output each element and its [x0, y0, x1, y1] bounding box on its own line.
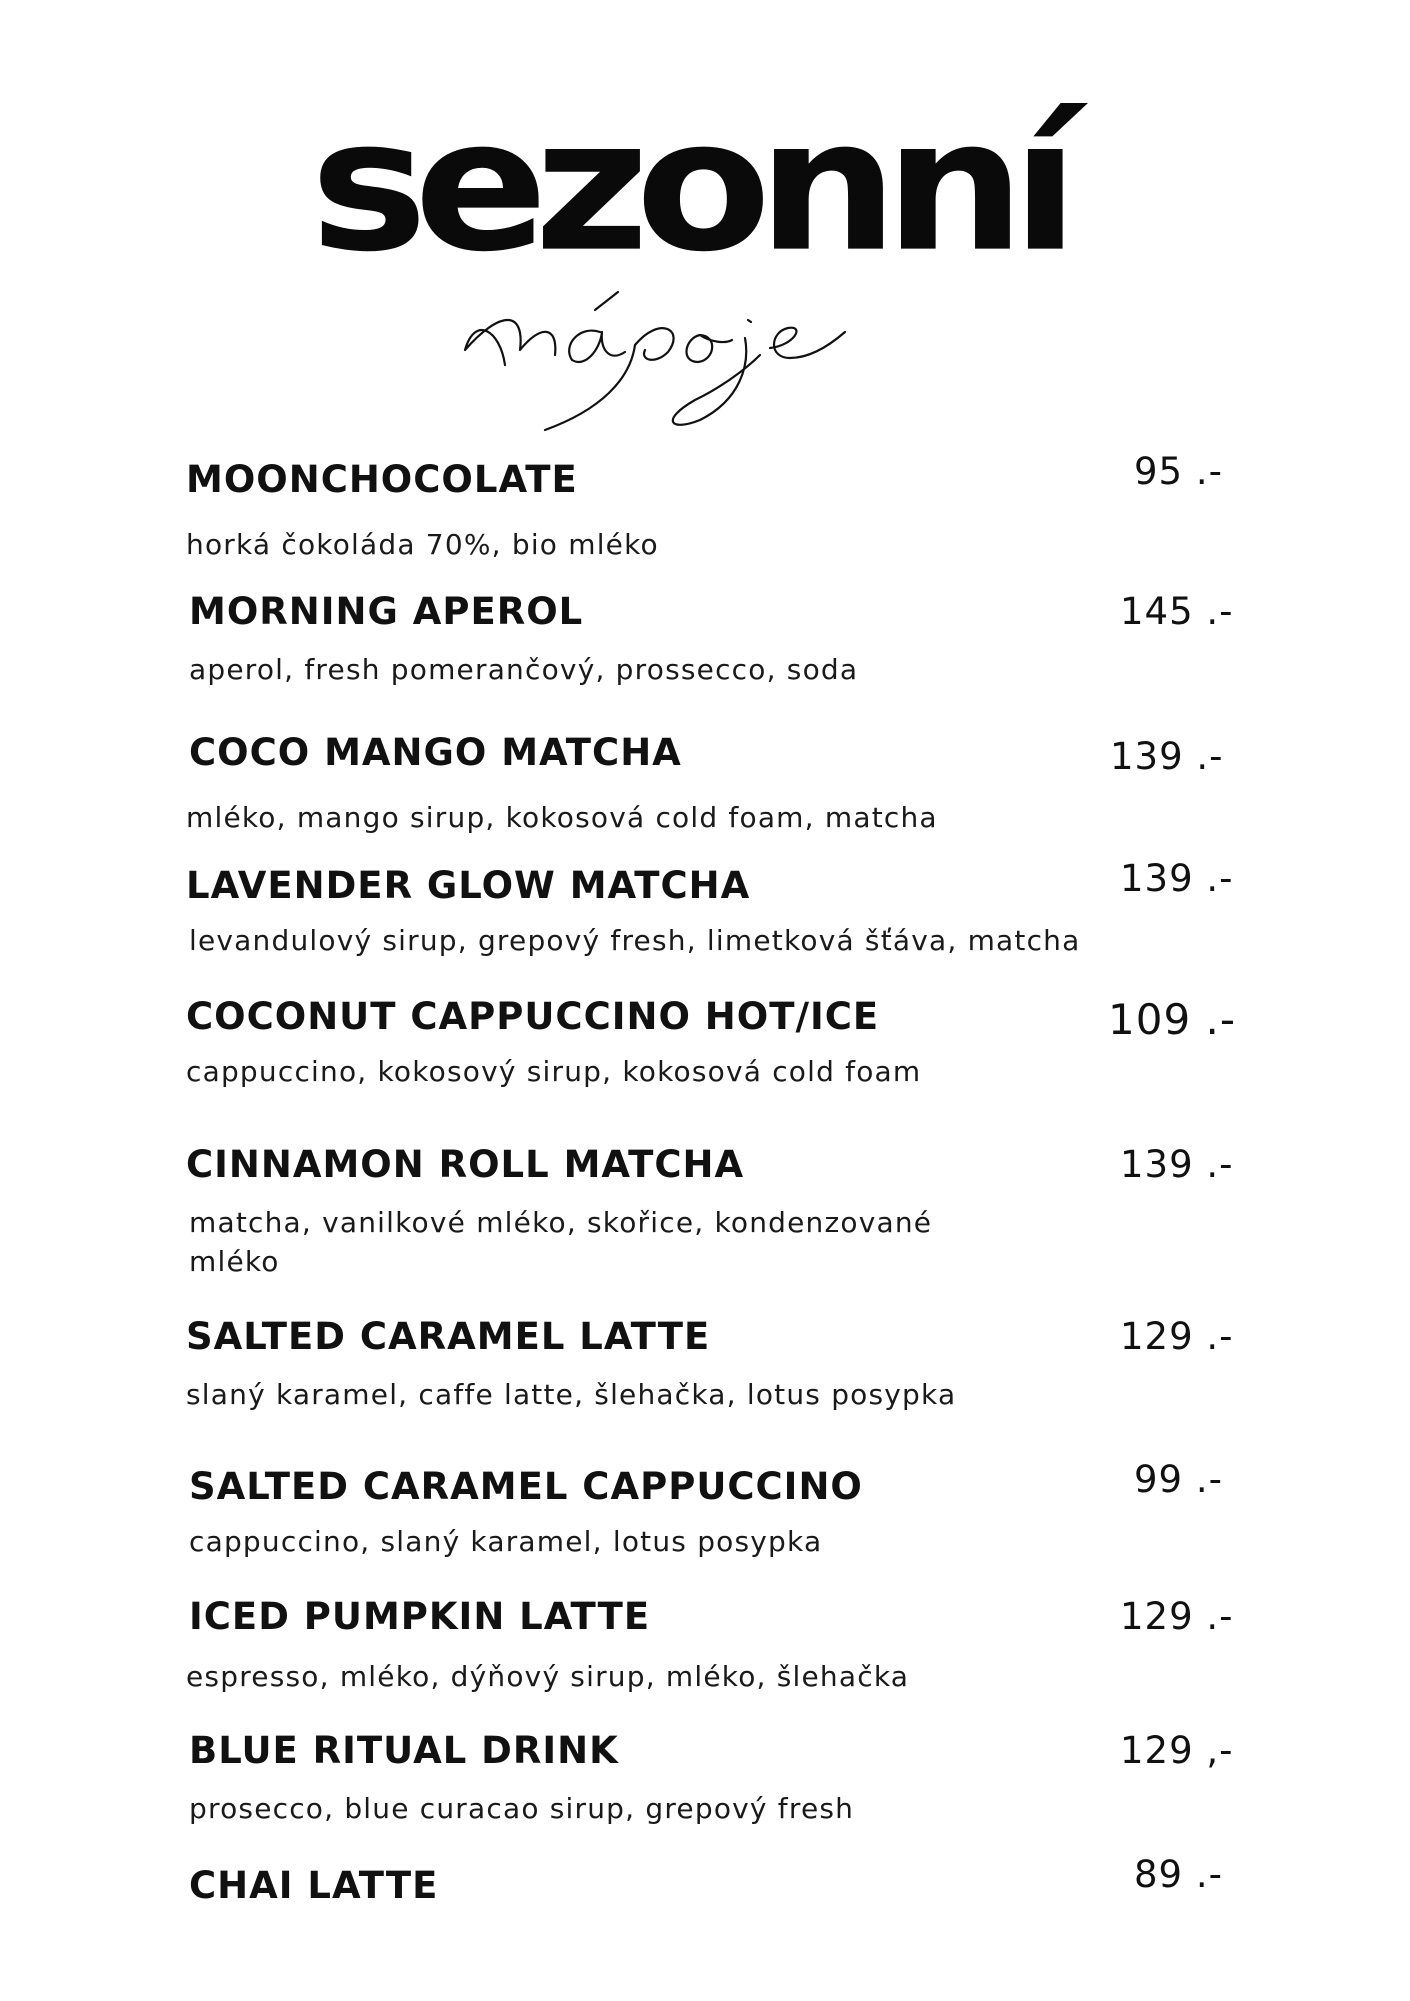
item-desc-cinnamon-roll-matcha: matcha, vanilkové mléko, skořice, kondenzované mléko: [189, 1206, 933, 1278]
item-name-coconut-cappuccino: COCONUT CAPPUCCINO HOT/ICE: [186, 995, 880, 1038]
item-price-lavender-glow-matcha: 139 .-: [1120, 857, 1234, 900]
item-name-salted-caramel-latte: SALTED CARAMEL LATTE: [186, 1315, 711, 1358]
item-name-cinnamon-roll-matcha: CINNAMON ROLL MATCHA: [186, 1143, 745, 1186]
subtitle-script-logo: [300, 270, 860, 435]
item-price-coco-mango-matcha: 139 .-: [1110, 735, 1224, 778]
item-name-morning-aperol: MORNING APEROL: [189, 590, 584, 633]
item-name-lavender-glow-matcha: LAVENDER GLOW MATCHA: [186, 864, 751, 907]
item-name-iced-pumpkin-latte: ICED PUMPKIN LATTE: [189, 1595, 651, 1638]
item-desc-coco-mango-matcha: mléko, mango sirup, kokosová cold foam, matcha: [186, 801, 938, 834]
item-desc-iced-pumpkin-latte: espresso, mléko, dýňový sirup, mléko, šlehačka: [186, 1660, 910, 1693]
item-price-salted-caramel-latte: 129 .-: [1120, 1315, 1234, 1358]
item-price-moonchocolate: 95 .-: [1134, 450, 1223, 493]
item-price-cinnamon-roll-matcha: 139 .-: [1120, 1143, 1234, 1186]
item-price-coconut-cappuccino: 109 .-: [1108, 995, 1237, 1044]
item-name-coco-mango-matcha: COCO MANGO MATCHA: [189, 731, 682, 774]
item-price-iced-pumpkin-latte: 129 .-: [1120, 1595, 1234, 1638]
item-price-salted-caramel-cappuccino: 99 .-: [1134, 1458, 1223, 1501]
item-desc-coconut-cappuccino: cappuccino, kokosový sirup, kokosová cold foam: [186, 1055, 922, 1088]
item-price-blue-ritual-drink: 129 ,-: [1120, 1729, 1234, 1772]
item-desc-blue-ritual-drink: prosecco, blue curacao sirup, grepový fresh: [189, 1792, 855, 1825]
item-desc-salted-caramel-cappuccino: cappuccino, slaný karamel, lotus posypka: [189, 1525, 823, 1558]
menu-logo: [300, 79, 1066, 435]
item-desc-morning-aperol: aperol, fresh pomerančový, prossecco, soda: [189, 653, 859, 686]
item-name-moonchocolate: MOONCHOCOLATE: [186, 458, 578, 501]
item-desc-moonchocolate: horká čokoláda 70%, bio mléko: [186, 528, 659, 561]
item-name-blue-ritual-drink: BLUE RITUAL DRINK: [189, 1729, 619, 1772]
item-name-chai-latte: CHAI LATTE: [189, 1864, 439, 1907]
item-desc-salted-caramel-latte: slaný karamel, caffe latte, šlehačka, lotus posypka: [186, 1378, 957, 1411]
item-name-salted-caramel-cappuccino: SALTED CARAMEL CAPPUCCINO: [189, 1465, 863, 1508]
item-price-chai-latte: 89 .-: [1134, 1853, 1223, 1896]
item-price-morning-aperol: 145 .-: [1120, 590, 1234, 633]
menu-title: sezonní: [310, 79, 1066, 292]
item-desc-lavender-glow-matcha: levandulový sirup, grepový fresh, limetková šťáva, matcha: [189, 924, 1081, 957]
